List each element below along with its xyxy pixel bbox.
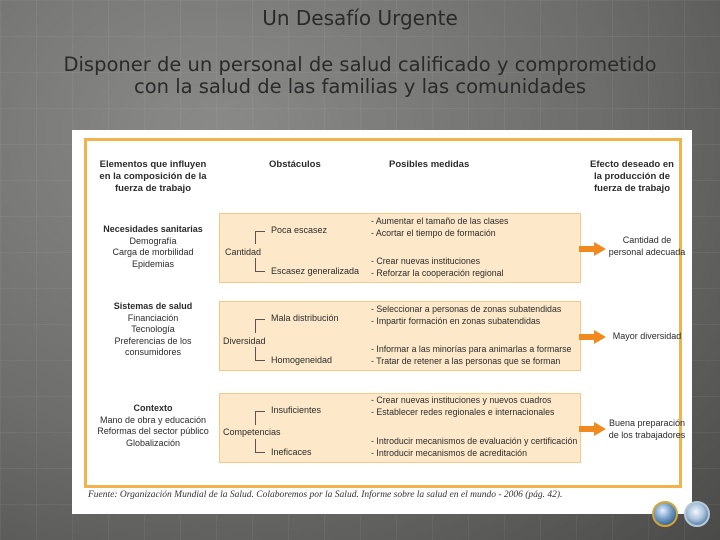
header-obstacles: Obstáculos xyxy=(269,159,321,170)
factor-item: Globalización xyxy=(125,437,181,448)
measure-item: - Acortar el tiempo de formación xyxy=(371,227,496,238)
measure-item: - Aumentar el tamaño de las clases xyxy=(371,216,509,226)
factor-item: Financiación xyxy=(127,312,179,323)
measures-group xyxy=(371,304,561,327)
measures-group xyxy=(371,344,571,367)
header-effect: Efecto deseado en la producción de fuerza de trabajo xyxy=(590,159,674,194)
measure-item: - Tratar de retener a las personas que se forman xyxy=(371,355,561,366)
bracket-line xyxy=(255,439,265,453)
category-label: Diversidad xyxy=(223,336,266,346)
measure-item: - Reforzar la cooperación regional xyxy=(371,267,504,278)
category-label: Competencias xyxy=(223,427,281,437)
bracket-line xyxy=(255,258,265,272)
source-citation: Fuente: Organización Mundial de la Salud. Colaboremos por la Salud. Informe sobre la salud en el mundo - 2006 (pág. 42). xyxy=(88,490,563,500)
measures-group xyxy=(371,216,508,239)
factor-group-3 xyxy=(97,403,209,449)
obstacle-label: Escasez generalizada xyxy=(271,266,360,276)
category-label: Cantidad xyxy=(225,247,262,257)
measure-item: - Seleccionar a personas de zonas subatendidas xyxy=(371,304,562,314)
bracket-line xyxy=(255,411,265,425)
globe-logo-icon xyxy=(652,501,678,527)
obstacle-label: Mala distribución xyxy=(271,313,339,323)
measures-group xyxy=(371,256,504,279)
bracket-line xyxy=(255,347,265,361)
header-factors: Elementos que influyen en la composición de la fuerza de trabajo xyxy=(99,159,207,194)
factor-item: Tecnología xyxy=(131,324,175,334)
factor-group-2 xyxy=(97,301,209,359)
measure-item: - Informar a las minorías para animarlas a formarse xyxy=(371,344,572,354)
obstacle-label: Ineficaces xyxy=(271,447,312,457)
arrow-right-icon xyxy=(579,243,607,255)
diagram-panel xyxy=(72,130,692,514)
factor-title: Sistemas de salud xyxy=(113,301,193,311)
bracket-line xyxy=(255,231,265,244)
factor-item: Demografía xyxy=(129,235,177,246)
measure-item: - Establecer redes regionales e internacionales xyxy=(371,406,555,417)
factor-item: Reformas del sector público xyxy=(97,426,209,436)
effect-label: Mayor diversidad xyxy=(612,331,682,341)
diagram-frame xyxy=(84,138,686,488)
measures-group xyxy=(371,436,577,459)
factor-item: Epidemias xyxy=(131,258,175,269)
measure-item: - Introducir mecanismos de evaluación y certificación xyxy=(371,436,578,446)
factor-title: Contexto xyxy=(133,403,173,413)
measures-group xyxy=(371,395,554,418)
factor-group-1 xyxy=(97,224,209,270)
arrow-right-icon xyxy=(579,331,607,343)
effect-label: Cantidad de personal adecuada xyxy=(608,235,686,257)
obstacle-label: Homogeneidad xyxy=(271,355,333,365)
factor-item: Carga de morbilidad xyxy=(112,247,194,257)
effect-label: Buena preparación de los trabajadores xyxy=(608,418,686,440)
factor-title: Necesidades sanitarias xyxy=(103,224,203,234)
measure-item: - Introducir mecanismos de acreditación xyxy=(371,447,527,458)
obstacle-label: Poca escasez xyxy=(271,225,328,235)
world-emblem-logo-icon xyxy=(684,501,710,527)
arrow-right-icon xyxy=(579,423,607,435)
header-measures: Posibles medidas xyxy=(389,159,470,170)
measure-item: - Crear nuevas instituciones y nuevos cuadros xyxy=(371,395,552,405)
slide-title: Un Desafío Urgente xyxy=(262,6,458,30)
bracket-line xyxy=(255,319,265,333)
slide-subtitle: Disponer de un personal de salud calificado y comprometido con la salud de las familias y las comunidades xyxy=(63,53,657,98)
measure-item: - Crear nuevas instituciones xyxy=(371,256,481,266)
factor-item: Mano de obra y educación xyxy=(99,414,207,425)
factor-item: Preferencias de los consumidores xyxy=(114,335,192,357)
measure-item: - Impartir formación en zonas subatendidas xyxy=(371,315,541,326)
obstacle-label: Insuficientes xyxy=(271,405,322,415)
